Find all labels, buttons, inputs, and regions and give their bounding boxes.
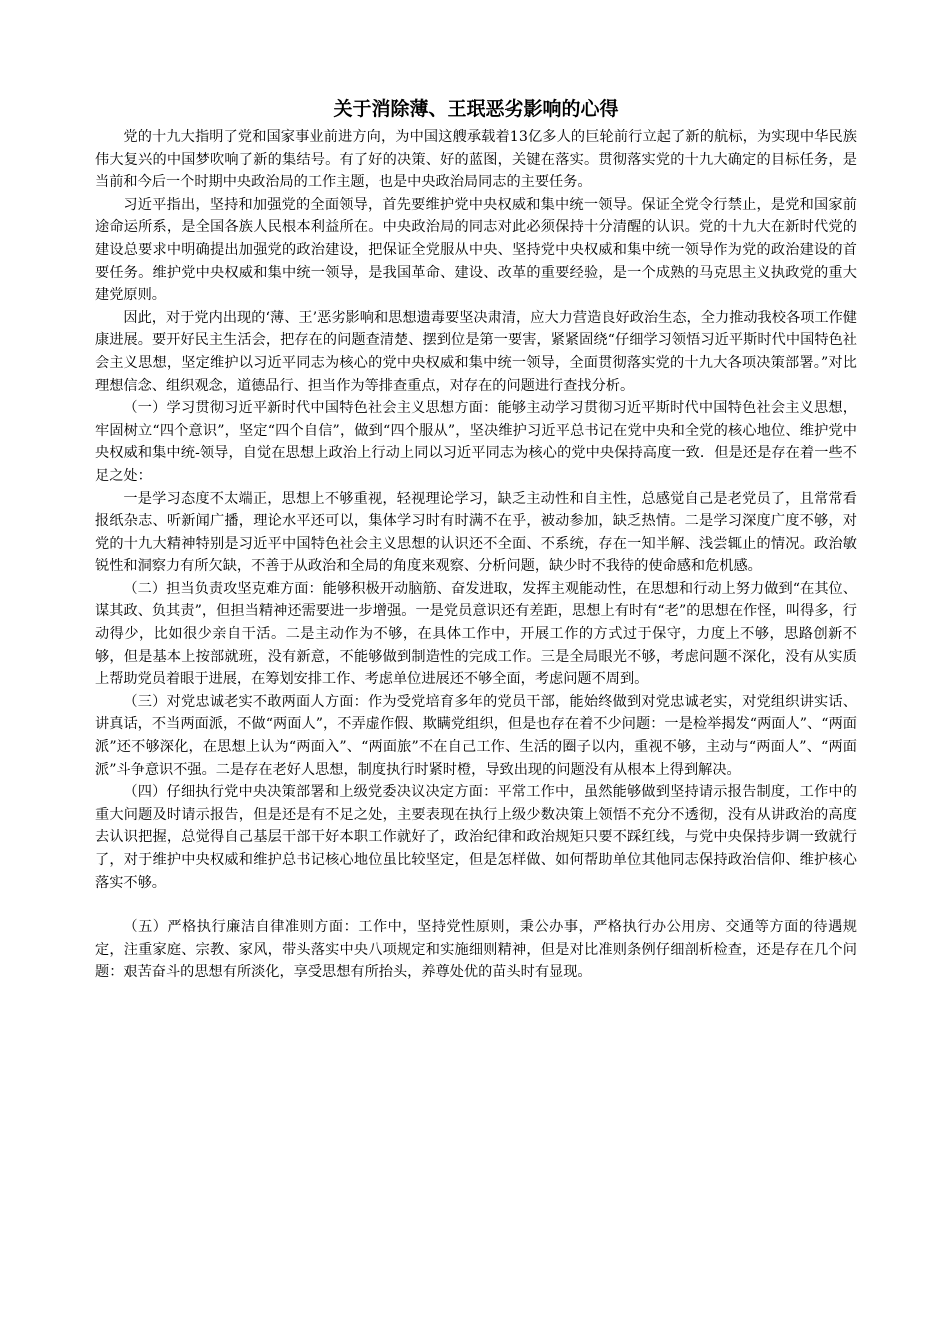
paragraph-section-4: （四）仔细执行党中央决策部署和上级党委决议决定方面：平常工作中，虽然能够做到坚持请示报告制度，工作中的重大问题及时请示报告，但是还是有不足之处，主要表现在执行上级少数决策上领悟不充分不透彻，没有从讲政治的高度去认识把握，总觉得自己基层干部干好本职工作就好了，政治纪律和政治规矩只要不踩红线，与党中央保持步调一致就行了，对于维护中央权威和维护总书记核心地位虽比较坚定，但是怎样做、如何帮助单位其他同志保持政治信仰、维护核心落实不够。	[95, 784, 857, 891]
paragraph-therefore: 因此，对于党内出现的‘薄、王’恶劣影响和思想遗毒要坚决肃清，应大力营造良好政治生态，全力推动我校各项工作健康进展。要开好民主生活会，把存在的问题查清楚、摆到位是第一要害，紧紧固绕“仔细学习领悟习近平斯时代中国特色社会主义思想，坚定维护以习近平同志为核心的党中央权威和集中统一领导，全面贯彻落实党的十九大各项决策部署。”对比理想信念、组织观念，道德品行、担当作为等排查重点，对存在的问题进行查找分析。	[95, 309, 857, 394]
paragraph-section-3: （三）对党忠诚老实不敢两面人方面：作为受党培育多年的党员干部，能始终做到对党忠诚老实，对党组织讲实话、讲真话，不当两面派，不做“两面人”，不弄虚作假、欺瞒党组织，但是也存在着不少问题：一是检举揭发“两面人”、“两面派”还不够深化，在思想上认为“两面入”、“两面旅”不在自己工作、生活的圈子以内，重视不够，主动与“两面人”、“两面派”斗争意识不强。二是存在老好人思想，制度执行时紧时橙，导致出现的问题没有从根本上得到解决。	[95, 693, 857, 778]
paragraph-section-5: （五）严格执行廉洁自律准则方面：工作中，坚持党性原则，秉公办事，严格执行办公用房、交通等方面的待遇规定，注重家庭、宗教、家风，带头落实中央八项规定和实施细则精神，但是对比准则条例仔细剖析检查，还是存在几个问题：艰苦奋斗的思想有所淡化，享受思想有所抬头，养尊处优的苗头时有显现。	[95, 919, 857, 981]
blank-line	[95, 894, 857, 916]
paragraph-leadership: 习近平指出，坚持和加强党的全面领导，首先要维护党中央权威和集中统一领导。保证全党令行禁止，是党和国家前途命运所系，是全国各族人民根本利益所在。中央政治局的同志对此必须保持十分清醒的认识。党的十九大在新时代党的建设总要求中明确提出加强党的政治建设，把保证全党服从中央、坚持党中央权威和集中统一领导作为党的政治建设的首要任务。维护党中央权威和集中统一领导，是我国革命、建设、改革的重要经验，是一个成熟的马克思主义执政党的重大建党原则。	[95, 196, 857, 304]
paragraph-section-1-detail: 一是学习态度不太端正，思想上不够重视，轻视理论学习，缺乏主动性和自主性，总感觉自己是老党员了，且常常看报纸杂志、听新闻广播，理论水平还可以，集体学习时有时满不在乎，被动参加，缺乏热情。二是学习深度广度不够，对党的十九大精神特别是习近平中国特色社会主义思想的认识还不全面、不系统，存在一知半解、浅尝辄止的情况。政治敏锐性和洞察力有所欠缺，不善于从政治和全局的角度来观察、分析问题，缺少时不我待的使命感和危机感。	[95, 490, 857, 575]
paragraph-intro: 党的十九大指明了党和国家事业前进方向，为中国这艘承载着13亿多人的巨轮前行立起了新的航标，为实现中华民族伟大复兴的中国梦吹响了新的集结号。有了好的决策、好的蓝图，关键在落实。贯彻落实党的十九大确定的目标任务，是当前和今后一个时期中央政治局的工作主题，也是中央政治局同志的主要任务。	[95, 129, 857, 191]
paragraph-section-1: （一）学习贯彻习近平新时代中国特色社会主义思想方面：能够主动学习贯彻习近平斯时代中国特色社会主义思想，牢固树立“四个意识”，坚定“四个自信”，做到“四个服从”，坚决维护习近平总书记在党中央和全党的核心地位、维护党中央权威和集中统-领导，自觉在思想上政治上行动上同以习近平同志为核心的党中央保持高度一致．但是还是存在着一些不足之处：	[95, 400, 857, 484]
document-title: 关于消除薄、王珉恶劣影响的心得	[333, 98, 619, 120]
paragraph-section-2: （二）担当负责攻坚克难方面：能够积极开动脑筋、奋发进取，发挥主观能动性，在思想和行动上努力做到“在其位、谋其政、负其责”，但担当精神还需要进一步增强。一是党员意识还有差距，思想上有时有“老”的思想在作怪，叫得多，行动得少，比如很少亲自干活。二是主动作为不够，在具体工作中，开展工作的方式过于保守，力度上不够，思路创新不够，但是基本上按部就班，没有新意，不能够做到制造性的完成工作。三是全局眼光不够，考虑问题不深化，没有从实质上帮助党员着眼于进展，在筹划安排工作、考虑单位进展还不够全面，考虑问题不周到。	[95, 580, 857, 688]
document-page	[95, 96, 857, 984]
